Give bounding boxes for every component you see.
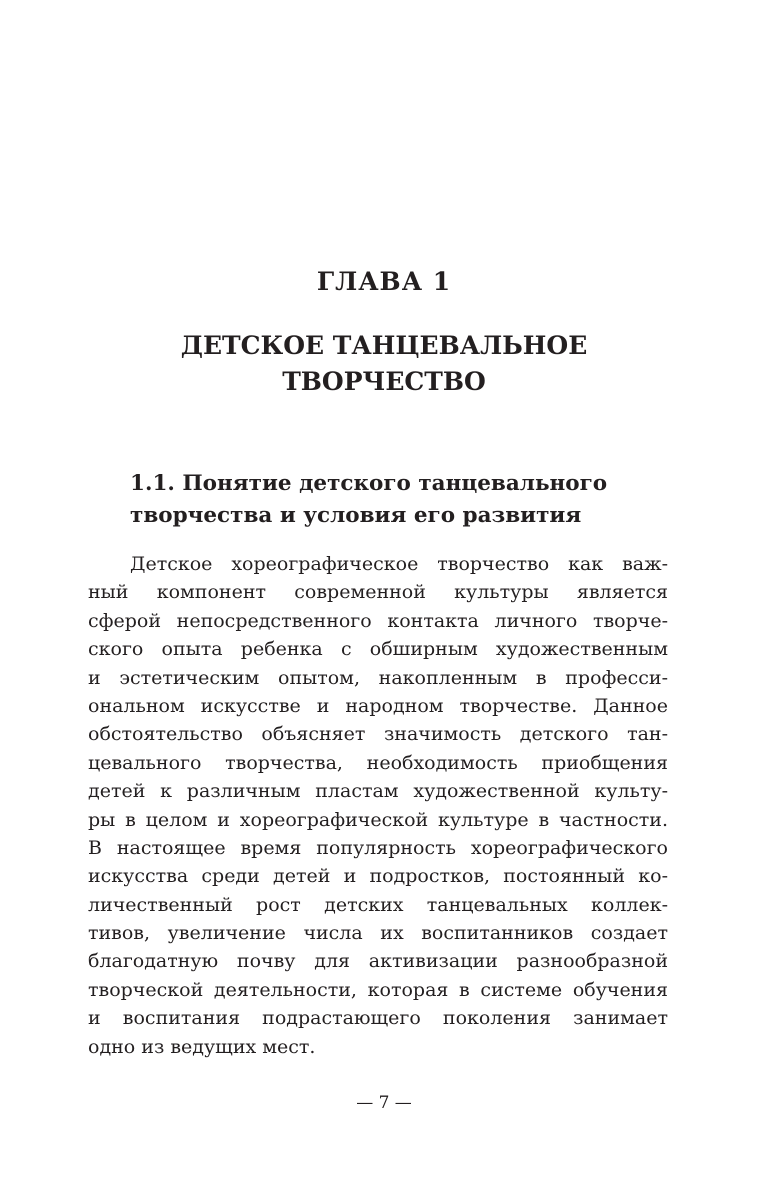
text-line: ры в целом и хореографической культуре в частности. [88, 808, 668, 831]
text-line: детей к различным пластам художественной культу- [88, 780, 668, 803]
text-line: и эстетическим опытом, накопленным в професси- [88, 666, 668, 689]
text-line: творческой деятельности, которая в системе обучения [88, 978, 668, 1001]
text-line: и воспитания подрастающего поколения занимает [88, 1007, 668, 1030]
text-line: тивов, увеличение числа их воспитанников создает [88, 922, 668, 945]
text-line: искусства среди детей и подростков, постоянный ко- [88, 865, 668, 888]
text-line: одно из ведущих мест. [88, 1035, 316, 1058]
chapter-title-line: ДЕТСКОЕ ТАНЦЕВАЛЬНОЕ [180, 331, 588, 360]
text-line: В настоящее время популярность хореографического [88, 836, 668, 859]
body-paragraph [88, 550, 668, 1061]
text-line: ональном искусстве и народном творчестве. Данное [88, 694, 668, 717]
section-title-line: 1.1. Понятие детского танцевального [130, 471, 608, 496]
page-number: — 7 — [356, 1093, 412, 1113]
text-line: Детское хореографическое творчество как важ- [130, 553, 668, 575]
section-title [130, 468, 670, 532]
section-title-line: творчества и условия его развития [130, 503, 582, 528]
text-line: ского опыта ребенка с обширным художественным [88, 638, 668, 661]
text-line: обстоятельство объясняет значимость детского тан- [88, 723, 668, 746]
text-line: сферой непосредственного контакта личного творче- [88, 609, 668, 632]
chapter-title [0, 328, 768, 400]
text-line: личественный рост детских танцевальных коллек- [88, 893, 668, 916]
text-line: благодатную почву для активизации разнообразной [88, 950, 668, 973]
chapter-title-line: ТВОРЧЕСТВО [282, 367, 486, 396]
text-line: ный компонент современной культуры является [88, 581, 668, 604]
text-line: цевального творчества, необходимость приобщения [88, 751, 668, 774]
chapter-label: ГЛАВА 1 [316, 267, 452, 296]
